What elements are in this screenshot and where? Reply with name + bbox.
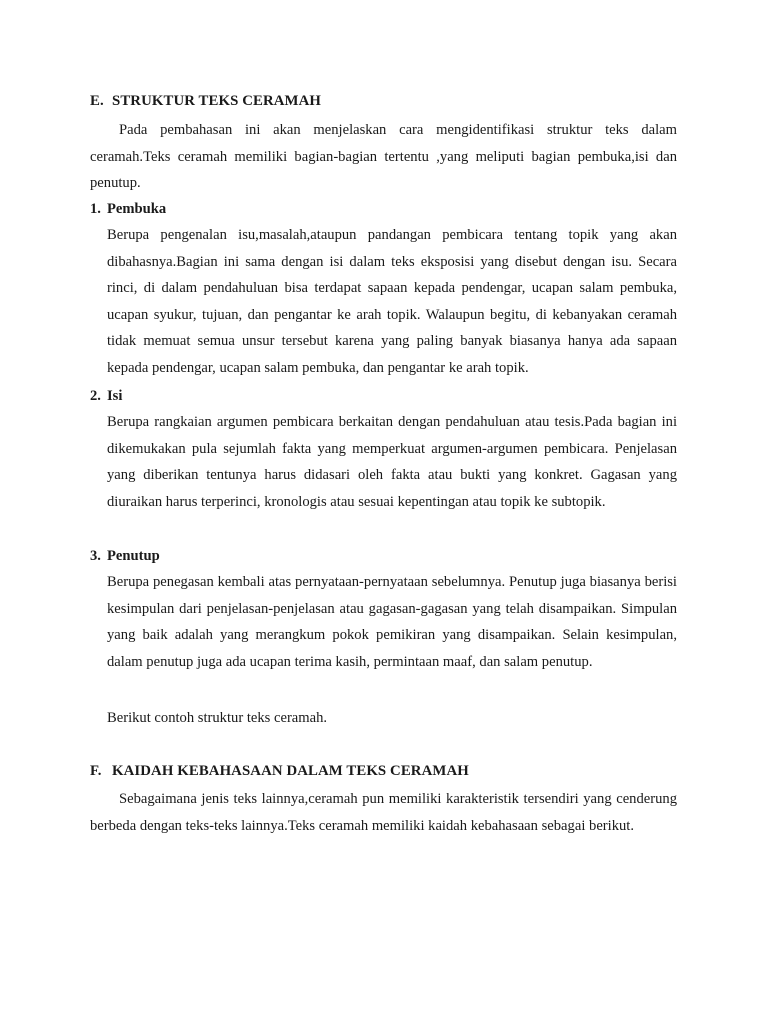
item-3-text: Berupa penegasan kembali atas pernyataan-pernyataan sebelumnya. Penutup juga biasanya berisi kesimpulan dari penjelasan-penjelasan atau gagasan-gagasan yang telah disampaikan. Simpulan yang baik adalah yang merangkum pokok pemikiran yang disampaikan. Selain kesimpulan, dalam penutup juga ada ucapan terima kasih, permintaan maaf, dan salam penutup. <box>107 574 677 670</box>
section-e-heading <box>90 93 321 110</box>
section-f-letter: F. <box>90 763 102 779</box>
item-1-title: Pembuka <box>107 201 167 217</box>
item-3-number: 3. <box>90 548 101 564</box>
section-e-title: STRUKTUR TEKS CERAMAH <box>112 93 322 109</box>
item-2-heading <box>90 388 122 405</box>
section-f-intro: Sebagaimana jenis teks lainnya,ceramah pun memiliki karakteristik tersendiri yang cenderung berbeda dengan teks-teks lainnya.Teks ceramah memiliki kaidah kebahasaan sebagai berikut. <box>90 791 677 834</box>
item-1-number: 1. <box>90 201 101 217</box>
item-1-text: Berupa pengenalan isu,masalah,ataupun pandangan pembicara tentang topik yang akan dibahasnya.Bagian ini sama dengan isi dalam teks eksposisi yang disebut dengan isu. Secara rinci, di dalam pendahuluan bisa terdapat sapaan kepada pendengar, ucapan salam pembuka, ucapan syukur, tujuan, dan pengantar ke arah topik. Walaupun begitu, di kebanyakan ceramah tidak memuat semua unsur tersebut karena yang paling banyak biasanya hanya ada sapaan kepada pendengar, ucapan salam pembuka, dan pengantar ke arah topik. <box>107 227 677 376</box>
section-e-letter: E. <box>90 93 104 109</box>
section-e-closing-line: Berikut contoh struktur teks ceramah. <box>107 710 328 726</box>
item-3-title: Penutup <box>107 548 160 564</box>
item-2-text: Berupa rangkaian argumen pembicara berkaitan dengan pendahuluan atau tesis.Pada bagian ini dikemukakan pula sejumlah fakta yang memperkuat argumen-argumen pembicara. Penjelasan yang diberikan tentunya harus didasari oleh fakta atau bukti yang konkret. Gagasan yang diuraikan harus terperinci, kronologis atau sesuai kepentingan atau topik ke subtopik. <box>107 414 677 510</box>
section-f-heading <box>90 763 469 780</box>
section-e-intro: Pada pembahasan ini akan menjelaskan cara mengidentifikasi struktur teks dalam ceramah.Teks ceramah memiliki bagian-bagian tertentu ,yang meliputi bagian pembuka,isi dan penutup. <box>90 122 677 191</box>
item-2-title: Isi <box>107 388 123 404</box>
item-1-heading <box>90 201 166 218</box>
item-2-number: 2. <box>90 388 101 404</box>
section-f-title: KAIDAH KEBAHASAAN DALAM TEKS CERAMAH <box>112 763 469 779</box>
item-3-heading <box>90 548 160 565</box>
